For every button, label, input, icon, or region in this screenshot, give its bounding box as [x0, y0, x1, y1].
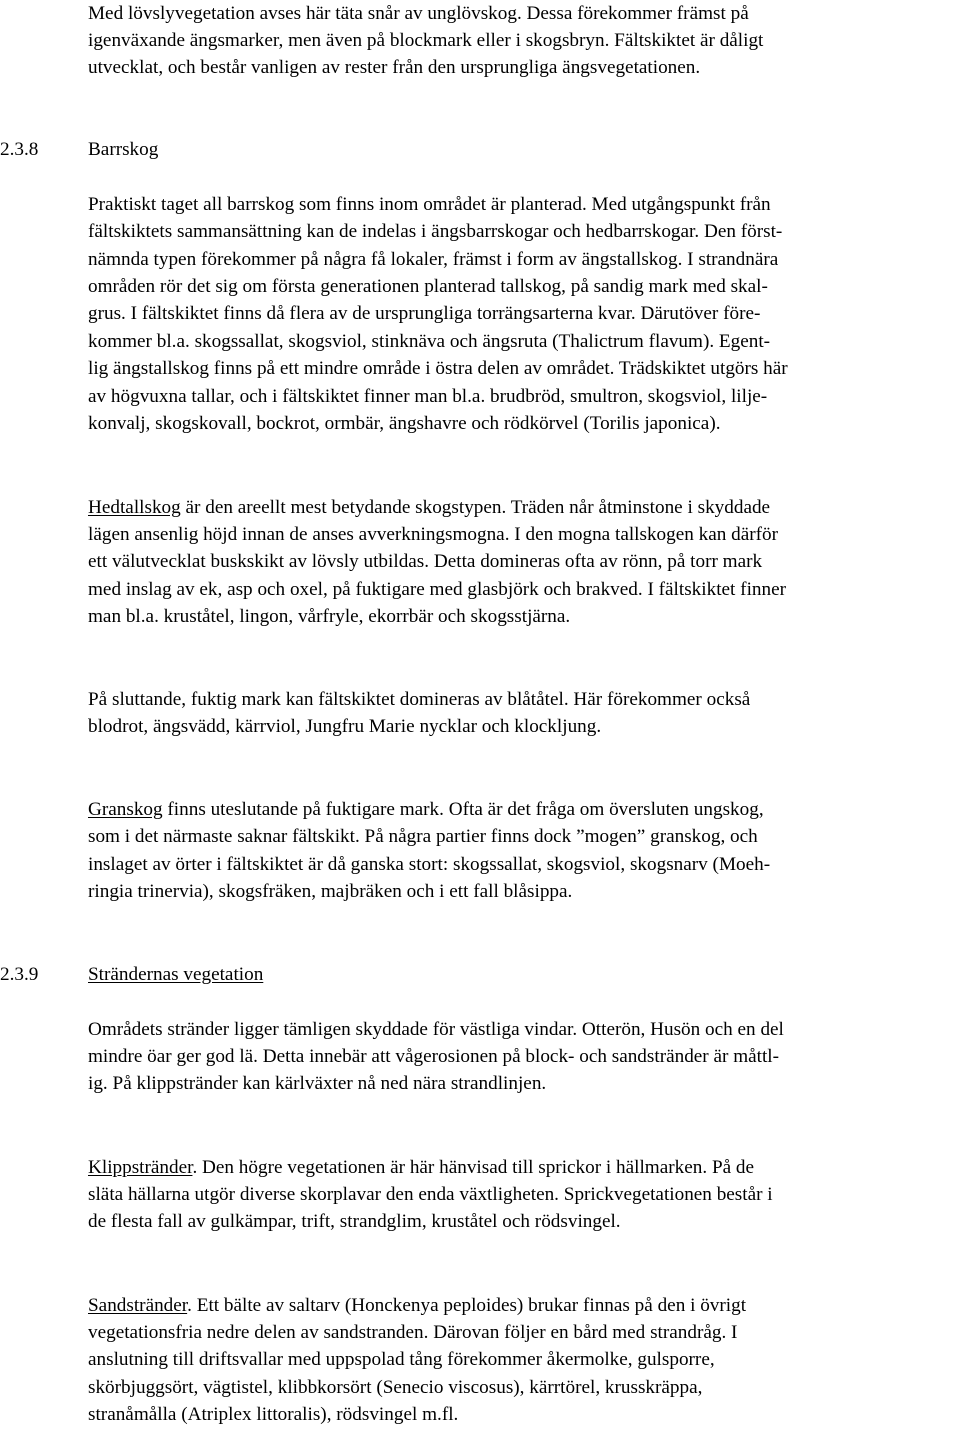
subheading-term: Granskog — [88, 799, 163, 820]
text-line — [88, 1154, 754, 1181]
text-line — [88, 796, 764, 823]
text-line: som i det närmaste saknar fältskikt. På några partier finns dock ”mogen” granskog, och — [88, 826, 758, 847]
section-title: Barrskog — [88, 139, 159, 160]
section-title: Strändernas vegetation — [88, 964, 264, 985]
text-line: stranåmålla (Atriplex littoralis), rödsvingel m.fl. — [88, 1404, 459, 1425]
subheading-term: Sandstränder — [88, 1295, 188, 1316]
text-line: ett välutvecklat buskskikt av lövsly utbildas. Detta domineras ofta av rönn, på torr mark — [88, 551, 763, 572]
text-line: av högvuxna tallar, och i fältskiktet finner man bl.a. brudbröd, smultron, skogsviol, lilje- — [88, 386, 768, 407]
text-line: lägen ansenlig höjd innan de anses avverkningsmogna. I den mogna tallskogen kan därför — [88, 524, 779, 545]
text-line: fältskiktets sammansättning kan de indelas i ängsbarrskogar och hedbarrskogar. Den först- — [88, 221, 783, 242]
text-line: På sluttande, fuktig mark kan fältskiktet domineras av blåtåtel. Här förekommer också — [88, 689, 751, 710]
text-line: anslutning till driftsvallar med uppspolad tång förekommer åkermolke, gulsporre, — [88, 1349, 715, 1370]
text-line: grus. I fältskiktet finns då flera av de ursprungliga torrängsarterna kvar. Därutöver före- — [88, 303, 761, 324]
text-line: områden rör det sig om första generationen planterad tallskog, på sandig mark med skal- — [88, 276, 768, 297]
text-fragment: . Ett bälte av saltarv (Honckenya peploides) brukar finnas på den i övrigt — [187, 1295, 747, 1316]
subheading-term: Klippstränder — [88, 1157, 193, 1178]
text-fragment: . Den högre vegetationen är här hänvisad till sprickor i hällmarken. På de — [192, 1157, 755, 1178]
text-line: mindre öar ger god lä. Detta innebär att vågerosionen på block- och sandstränder är måttl- — [88, 1046, 780, 1067]
text-line: vegetationsfria nedre delen av sandstranden. Därovan följer en bård med strandråg. I — [88, 1322, 738, 1343]
text-line: med inslag av ek, asp och oxel, på fuktigare med glasbjörk och brakved. I fältskiktet finner — [88, 579, 786, 600]
text-line — [88, 494, 770, 521]
text-fragment: är den areellt mest betydande skogstypen. Träden når åtminstone i skyddade — [180, 497, 771, 518]
text-line: ringia trinervia), skogsfräken, majbräken och i ett fall blåsippa. — [88, 881, 573, 902]
text-line — [88, 1292, 746, 1319]
text-line: inslaget av örter i fältskiktet är då ganska stort: skogssallat, skogsviol, skogsnarv (Moeh- — [88, 854, 771, 875]
text-line: nämnda typen förekommer på några få lokaler, främst i form av ängstallskog. I strandnära — [88, 249, 779, 270]
text-line: lig ängstallskog finns på ett mindre område i östra delen av området. Trädskiktet utgörs här — [88, 358, 788, 379]
text-line: ig. På klippstränder kan kärlväxter nå ned nära strandlinjen. — [88, 1073, 547, 1094]
text-line: Områdets stränder ligger tämligen skyddade för västliga vindar. Otterön, Husön och en del — [88, 1019, 784, 1040]
text-line: Praktiskt taget all barrskog som finns inom området är planterad. Med utgångspunkt från — [88, 194, 771, 215]
text-line: man bl.a. kruståtel, lingon, vårfryle, ekorrbär och skogsstjärna. — [88, 606, 571, 627]
text-line: Med lövslyvegetation avses här täta snår av unglövskog. Dessa förekommer främst på — [88, 3, 749, 24]
text-line: blodrot, ängsvädd, kärrviol, Jungfru Marie nycklar och klockljung. — [88, 716, 602, 737]
text-line: kommer bl.a. skogssallat, skogsviol, stinknäva och ängsruta (Thalictrum flavum). Egent- — [88, 331, 771, 352]
section-number: 2.3.9 — [0, 964, 39, 985]
text-line: utvecklat, och består vanligen av rester från den ursprungliga ängsvegetationen. — [88, 57, 701, 78]
text-fragment: finns uteslutande på fuktigare mark. Ofta är det fråga om översluten ungskog, — [162, 799, 764, 820]
text-line: skörbjuggsört, vägtistel, klibbkorsört (Senecio viscosus), kärrtörel, krusskräppa, — [88, 1377, 703, 1398]
text-line: igenväxande ängsmarker, men även på blockmark eller i skogsbryn. Fältskiktet är dåligt — [88, 30, 764, 51]
text-line: konvalj, skogskovall, bockrot, ormbär, ängshavre och rödkörvel (Torilis japonica). — [88, 413, 721, 434]
text-line: släta hällarna utgör diverse skorplavar den enda växtligheten. Sprickvegetationen består i — [88, 1184, 773, 1205]
subheading-term: Hedtallskog — [88, 497, 181, 518]
section-number: 2.3.8 — [0, 139, 39, 160]
text-line: de flesta fall av gulkämpar, trift, strandglim, kruståtel och rödsvingel. — [88, 1211, 621, 1232]
